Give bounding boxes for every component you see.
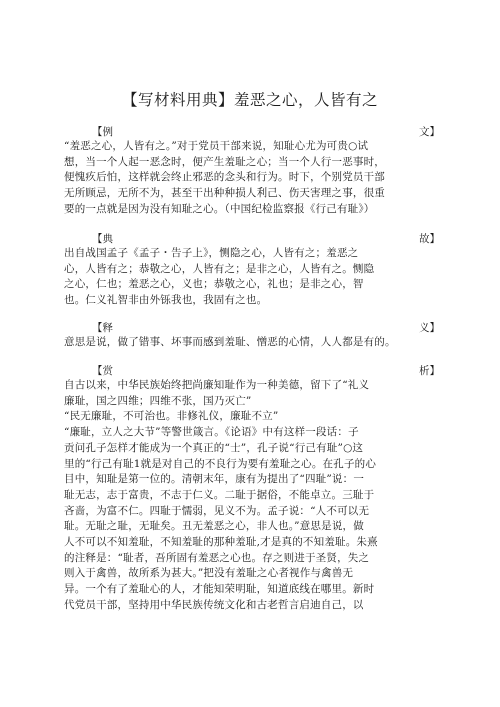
text-line: 耻。无耻之耻，无耻矣。丑无羞恶之心，非人也。”意思是说，做 <box>64 520 364 533</box>
text-line: 也。仁义礼智非由外铄我也，我固有之也。 <box>64 294 268 307</box>
text-line: 想，当一个人起一恶念时，便产生羞耻之心；当一个人行一恶事时， <box>64 155 385 168</box>
text-line: 出自战国孟子《孟子・告子上》，恻隐之心，人皆有之；羞恶之 <box>64 247 359 259</box>
document-title: 【写材料用典】羞恶之心，人皆有之 <box>121 91 378 109</box>
text-line: 代党员干部，坚持用中华民族传统文化和古老哲言启迪自己，以 <box>64 598 364 611</box>
section-body-analysis <box>64 378 444 614</box>
section-heading-allusion <box>92 232 440 246</box>
section-heading-right: 义】 <box>419 322 440 334</box>
text-line: 目中，知耻是第一位的。清朝末年，康有为提出了“四耻”说：一 <box>64 473 365 486</box>
text-line: 便愧疚后怕，这样就会终止邪恶的念头和行为。时下，个别党员干部 <box>64 171 385 184</box>
text-line: 意思是说，做了错事、坏事而感到羞耻、憎恶的心情，人人都是有的。 <box>64 336 396 348</box>
section-heading-left: 【释 <box>92 322 113 334</box>
section-body-example <box>64 139 444 218</box>
section-heading-right: 析】 <box>419 365 440 377</box>
text-line: 吝啬，为富不仁。四耻于懦弱，见义不为。孟子说：“人不可以无 <box>64 504 370 517</box>
text-line: 异。一个有了羞耻心的人，才能知荣明耻，知道底线在哪里。新时 <box>64 583 375 596</box>
section-body-allusion <box>64 246 444 309</box>
text-line: 无所顾忌，无所不为，甚至干出种种损人利己、伤天害理之事，很重 <box>64 187 385 200</box>
text-line: “廉耻，立人之大节”等警世箴言。《论语》中有这样一段话：子 <box>64 426 359 439</box>
section-heading-left: 【典 <box>92 233 113 245</box>
text-line: “羞恶之心，人皆有之。”对于党员干部来说，知耻心尤为可贵○试 <box>64 140 369 152</box>
section-heading-analysis <box>92 364 440 378</box>
text-line: 要的一点就是因为没有知耻之心。（中国纪检监察报《行己有耻》） <box>64 202 375 215</box>
text-line: 自古以来，中华民族始终把尚廉知耻作为一种美德，留下了“礼义 <box>64 379 370 391</box>
text-line: 则入于禽兽，故所系为甚大。”把没有羞耻之心者视作与禽兽无 <box>64 567 354 580</box>
text-line: 里的“行己有耻1就是对自己的不良行为要有羞耻之心。在孔子的心 <box>64 457 377 470</box>
section-heading-right: 故】 <box>419 233 440 245</box>
section-heading-right: 文】 <box>419 126 440 138</box>
text-line: “民无廉耻，不可治也。非修礼仪，廉耻不立” <box>64 410 279 423</box>
section-heading-left: 【赏 <box>92 365 113 377</box>
text-line: 的注释是：“耻者，吾所固有羞恶之心也。存之则进于圣贤，失之 <box>64 551 370 564</box>
section-body-meaning <box>64 335 444 351</box>
text-line: 人不可以不知羞耻，不知羞耻的那种羞耻,才是真的不知羞耻。朱熹 <box>64 536 378 549</box>
section-heading-meaning <box>92 321 440 335</box>
text-line: 耻无志，志于富贵，不志于仁义。二耻于据俗，不能卓立。三耻于 <box>64 488 375 501</box>
text-line: 廉耻，国之四维；四维不张，国乃灭亡” <box>64 394 252 407</box>
section-heading-left: 【例 <box>92 126 113 138</box>
text-line: 心，人皆有之；恭敬之心，人皆有之；是非之心，人皆有之。恻隐 <box>64 262 375 275</box>
text-line: 贡问孔子怎样才能成为一个真正的“士”，孔子说“行己有耻”○这 <box>64 441 364 454</box>
section-heading-example <box>92 125 440 139</box>
text-line: 之心，仁也；羞恶之心，义也；恭敬之心，礼也；是非之心，智 <box>64 278 364 291</box>
